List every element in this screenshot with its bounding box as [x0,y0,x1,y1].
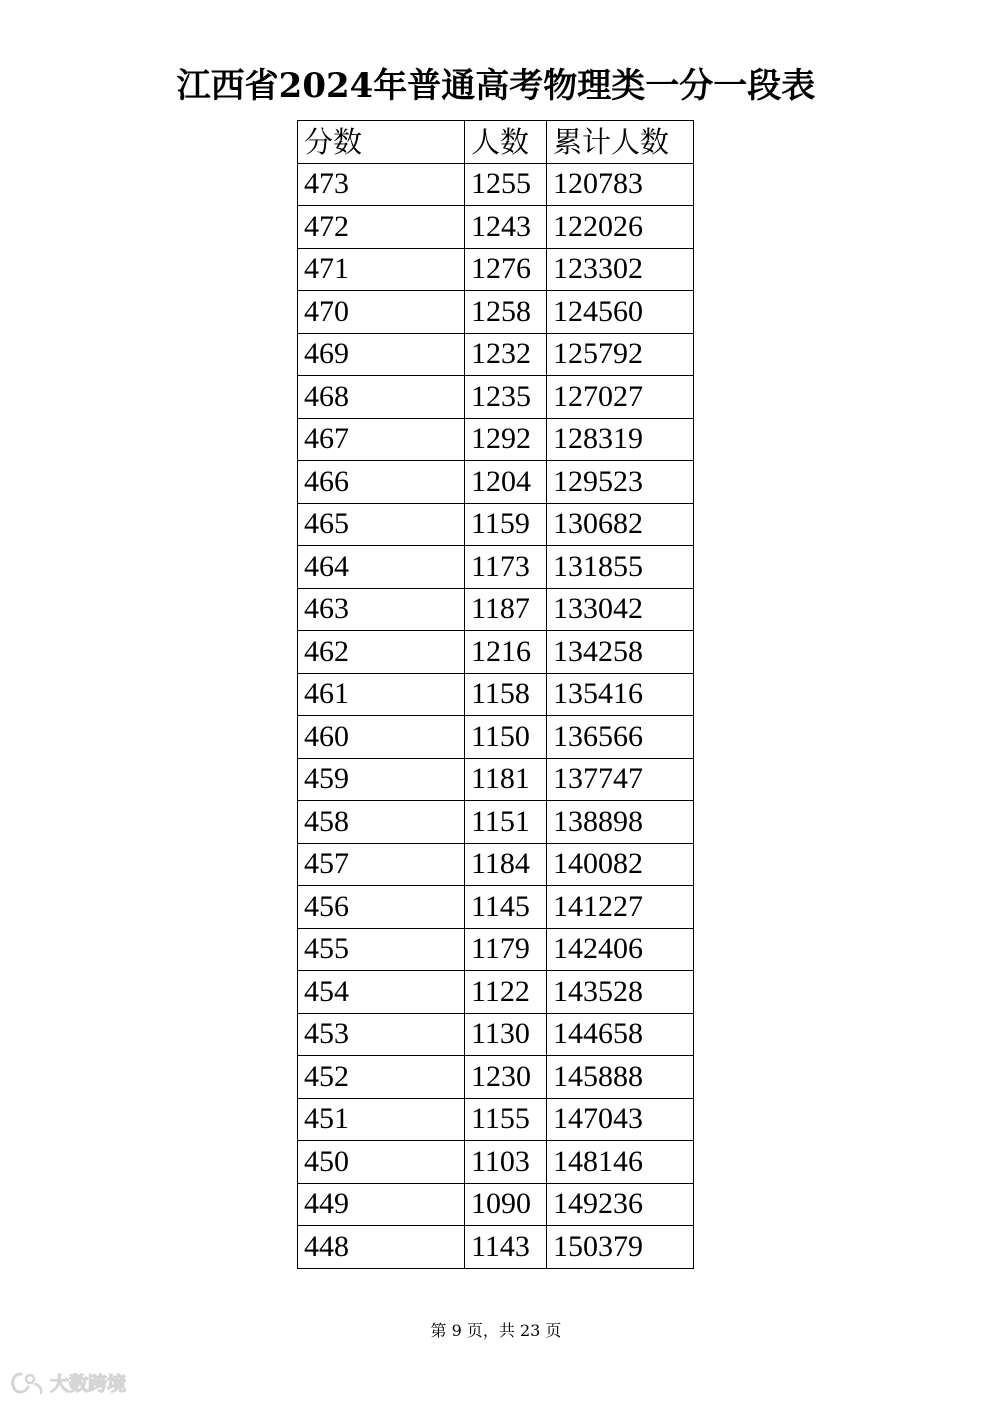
cell-count: 1179 [465,928,547,971]
cell-count: 1159 [465,503,547,546]
table-row [298,461,694,504]
cell-score: 451 [298,1098,465,1141]
table-row [298,546,694,589]
cell-count: 1143 [465,1226,547,1269]
cell-count: 1145 [465,886,547,929]
cell-cumulative: 137747 [547,758,694,801]
cell-cumulative: 128319 [547,418,694,461]
cell-cumulative: 148146 [547,1141,694,1184]
cell-count: 1216 [465,631,547,674]
cell-score: 453 [298,1013,465,1056]
cell-count: 1090 [465,1183,547,1226]
cell-score: 460 [298,716,465,759]
cell-cumulative: 123302 [547,248,694,291]
cell-cumulative: 147043 [547,1098,694,1141]
watermark [8,1370,134,1396]
cell-cumulative: 141227 [547,886,694,929]
watermark-text [50,1371,134,1395]
cell-score: 466 [298,461,465,504]
header-score: 分数 [298,121,465,164]
cell-cumulative: 127027 [547,376,694,419]
cell-cumulative: 120783 [547,163,694,206]
cell-count: 1276 [465,248,547,291]
cell-count: 1235 [465,376,547,419]
cell-score: 449 [298,1183,465,1226]
cell-score: 459 [298,758,465,801]
page-footer: 第 9 页，共 23 页 [430,1321,562,1340]
cell-cumulative: 150379 [547,1226,694,1269]
table-row [298,503,694,546]
cell-score: 448 [298,1226,465,1269]
table-row [298,801,694,844]
page-title: 江西省2024年普通高考物理类一分一段表 [176,66,816,106]
svg-text:大数跨境: 大数跨境 [50,1373,127,1395]
cell-score: 471 [298,248,465,291]
table-row [298,206,694,249]
table-row [298,716,694,759]
cell-score: 463 [298,588,465,631]
table-row [298,248,694,291]
cell-count: 1158 [465,673,547,716]
table-row [298,333,694,376]
cell-score: 450 [298,1141,465,1184]
cell-score: 458 [298,801,465,844]
cell-count: 1258 [465,291,547,334]
table-row [298,1013,694,1056]
table-row [298,843,694,886]
cell-count: 1230 [465,1056,547,1099]
cell-score: 469 [298,333,465,376]
table-row [298,1056,694,1099]
cell-cumulative: 143528 [547,971,694,1014]
score-distribution-table [297,120,694,1269]
cell-score: 465 [298,503,465,546]
cell-score: 467 [298,418,465,461]
table-row [298,631,694,674]
cell-count: 1173 [465,546,547,589]
brand-logo-icon [8,1370,46,1396]
cell-cumulative: 134258 [547,631,694,674]
cell-count: 1187 [465,588,547,631]
cell-score: 461 [298,673,465,716]
cell-count: 1255 [465,163,547,206]
cell-score: 456 [298,886,465,929]
cell-cumulative: 145888 [547,1056,694,1099]
table-row [298,1226,694,1269]
cell-count: 1151 [465,801,547,844]
cell-cumulative: 124560 [547,291,694,334]
table-row [298,758,694,801]
cell-score: 457 [298,843,465,886]
header-cumulative: 累计人数 [547,121,694,164]
table-row [298,291,694,334]
cell-score: 462 [298,631,465,674]
cell-score: 472 [298,206,465,249]
table-row [298,971,694,1014]
cell-count: 1122 [465,971,547,1014]
cell-cumulative: 149236 [547,1183,694,1226]
table-row [298,1141,694,1184]
cell-count: 1292 [465,418,547,461]
table-row [298,886,694,929]
table-header-row [298,121,694,164]
table-row [298,1183,694,1226]
cell-cumulative: 136566 [547,716,694,759]
cell-count: 1103 [465,1141,547,1184]
cell-cumulative: 130682 [547,503,694,546]
cell-count: 1130 [465,1013,547,1056]
table-row [298,673,694,716]
cell-count: 1150 [465,716,547,759]
header-count: 人数 [465,121,547,164]
table-row [298,1098,694,1141]
cell-cumulative: 144658 [547,1013,694,1056]
cell-count: 1184 [465,843,547,886]
cell-score: 473 [298,163,465,206]
cell-count: 1243 [465,206,547,249]
table-row [298,928,694,971]
cell-cumulative: 125792 [547,333,694,376]
cell-cumulative: 122026 [547,206,694,249]
cell-count: 1232 [465,333,547,376]
cell-score: 468 [298,376,465,419]
cell-cumulative: 133042 [547,588,694,631]
table-row [298,418,694,461]
cell-score: 470 [298,291,465,334]
cell-cumulative: 135416 [547,673,694,716]
cell-score: 464 [298,546,465,589]
cell-cumulative: 138898 [547,801,694,844]
cell-score: 452 [298,1056,465,1099]
cell-count: 1204 [465,461,547,504]
cell-score: 454 [298,971,465,1014]
cell-cumulative: 140082 [547,843,694,886]
cell-count: 1155 [465,1098,547,1141]
cell-cumulative: 142406 [547,928,694,971]
table-row [298,163,694,206]
table-row [298,376,694,419]
table-row [298,588,694,631]
cell-score: 455 [298,928,465,971]
cell-count: 1181 [465,758,547,801]
cell-cumulative: 129523 [547,461,694,504]
cell-cumulative: 131855 [547,546,694,589]
